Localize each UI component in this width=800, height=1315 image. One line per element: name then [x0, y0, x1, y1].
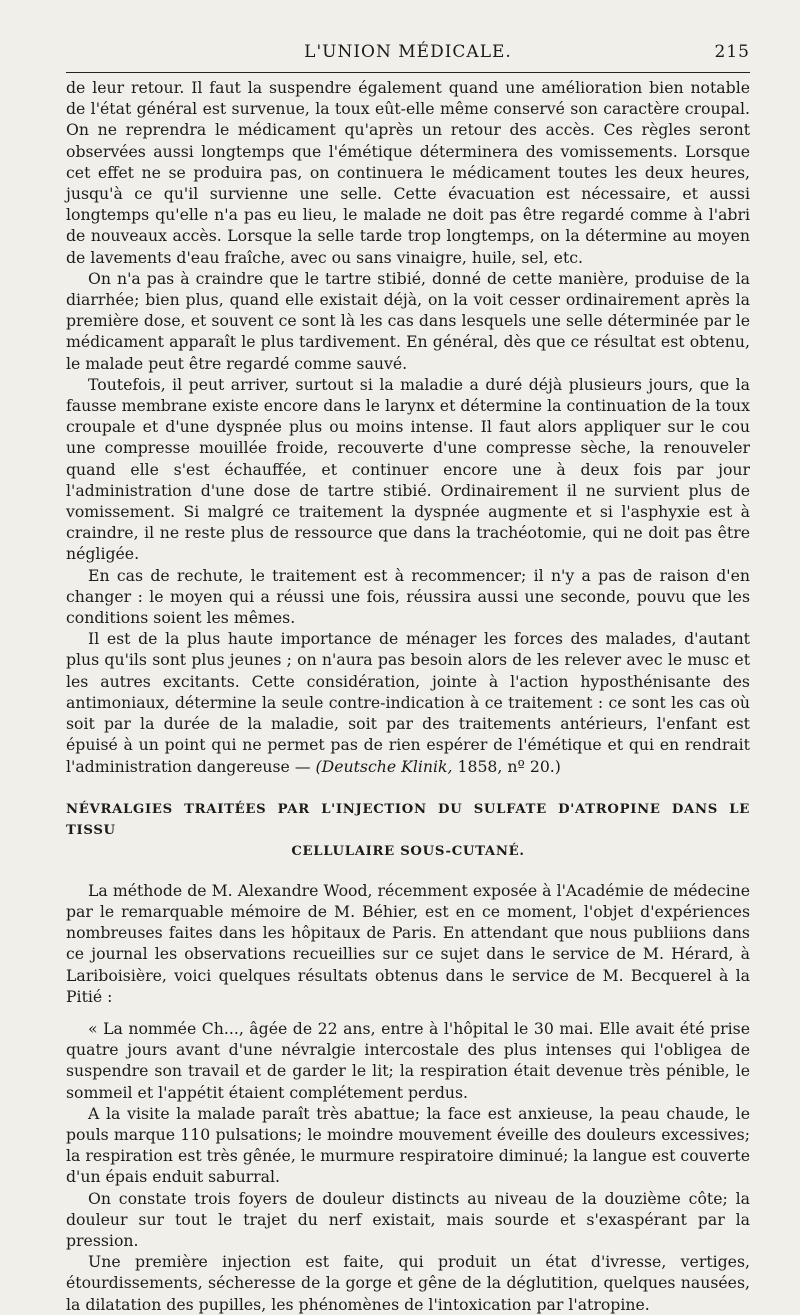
- paragraph-text: Il est de la plus haute importance de ménager les forces des malades, d'autant plus qu'ils sont plus jeunes ; on n'aura pas besoin alors de les relever avec le musc et les autres excitants. Cette considération, jointe à l'action hyposthénisante des antimoniaux, détermine la seule contre-indication à ce traitement : ce sont les cas où soit par la durée de la maladie, soit par des traitements antérieurs, l'enfant est épuisé à un point qui ne permet pas de rien espérer de l'émétique et qui en rendrait l'administration dangereuse —: [66, 629, 750, 776]
- page-number: 215: [714, 42, 750, 62]
- paragraph: [66, 628, 750, 776]
- paragraph: On constate trois foyers de douleur distincts au niveau de la douzième côte; la douleur sur tout le trajet du nerf existait, mais sourde et s'exaspérant par la pression.: [66, 1188, 750, 1250]
- paragraph: En cas de rechute, le traitement est à recommencer; il n'y a pas de raison d'en changer : le moyen qui a réussi une fois, réussira aussi une seconde, pouvu que les conditions soient les mêmes.: [66, 565, 750, 628]
- section-heading-line-2: CELLULAIRE SOUS-CUTANÉ.: [291, 843, 525, 859]
- paragraph: La méthode de M. Alexandre Wood, récemment exposée à l'Académie de médecine par le remarquable mémoire de M. Béhier, est en ce moment, l'objet d'expériences nombreuses faites dans les hôpitaux de Paris. En attendant que nous publiions dans ce journal les observations recueillies sur ce sujet dans le service de M. Hérard, à Lariboisière, voici quelques résultats obtenus dans le service de M. Becquerel à la Pitié :: [66, 880, 750, 1006]
- paragraph: Une première injection est faite, qui produit un état d'ivresse, vertiges, étourdissements, sécheresse de la gorge et gêne de la déglutition, quelques nausées, la dilatation des pupilles, les phénomènes de l'intoxication par l'atropine.: [66, 1252, 750, 1314]
- section-heading: [66, 799, 750, 862]
- paragraph: On n'a pas à craindre que le tartre stibié, donné de cette manière, produise de la diarrhée; bien plus, quand elle existait déjà, on la voit cesser ordinairement après la première dose, et souvent ce sont là les cas dans lesquels une selle déterminée par le médicament apparaît le plus tardivement. En général, dès que ce résultat est obtenu, le malade peut être regardé comme sauvé.: [66, 268, 750, 373]
- header-rule: [66, 72, 750, 73]
- paragraph: A la visite la malade paraît très abattue; la face est anxieuse, la peau chaude, le pouls marque 110 pulsations; le moindre mouvement éveille des douleurs excessives; la respiration est très gênée, le murmure respiratoire diminué; la langue est couverte d'un épais enduit saburral.: [66, 1103, 750, 1187]
- paragraph: Toutefois, il peut arriver, surtout si la maladie a duré déjà plusieurs jours, que la fausse membrane existe encore dans le larynx et détermine la continuation de la toux croupale et d'une dyspnée plus ou moins intense. Il faut alors appliquer sur le cou une compresse mouillée froide, recouverte d'une compresse sèche, la renouveler quand elle s'est échauffée, et continuer encore une à deux fois par jour l'administration d'une dose de tartre stibié. Ordinairement il ne survient plus de vomissement. Si malgré ce traitement la dyspnée augmente et si l'asphyxie est à craindre, il ne reste plus de ressource que dans la trachéotomie, qui ne doit pas être négligée.: [66, 374, 750, 564]
- running-header: [66, 36, 750, 70]
- journal-title: L'UNION MÉDICALE.: [304, 42, 512, 62]
- section-heading-line-1: NÉVRALGIES TRAITÉES PAR L'INJECTION DU SULFATE D'ATROPINE DANS LE TISSU: [66, 801, 750, 838]
- citation-details: 1858, nº 20.): [452, 756, 561, 776]
- paragraph-gap: [66, 1007, 750, 1018]
- article-body: [66, 77, 750, 1315]
- paragraph: « La nommée Ch..., âgée de 22 ans, entre à l'hôpital le 30 mai. Elle avait été prise quatre jours avant d'une névralgie intercostale des plus intenses qui l'obligea de suspendre son travail et de garder le lit; la respiration était devenue très pénible, le sommeil et l'appétit étaient complétement perdus.: [66, 1018, 750, 1102]
- citation-journal: (Deutsche Klinik,: [315, 756, 453, 776]
- paragraph: de leur retour. Il faut la suspendre également quand une amélioration bien notable de l'état général est survenue, la toux eût-elle même conservé son caractère croupal. On ne reprendra le médicament qu'après un retour des accès. Ces règles seront observées aussi longtemps que l'émétique déterminera des vomissements. Lorsque cet effet ne se produira pas, on continuera le médicament toutes les deux heures, jusqu'à ce qu'il survienne une selle. Cette évacuation est nécessaire, et aussi longtemps qu'elle n'a pas eu lieu, le malade ne doit pas être regardé comme à l'abri de nouveaux accès. Lorsque la selle tarde trop longtemps, on la détermine au moyen de lavements d'eau fraîche, avec ou sans vinaigre, huile, sel, etc.: [66, 78, 750, 267]
